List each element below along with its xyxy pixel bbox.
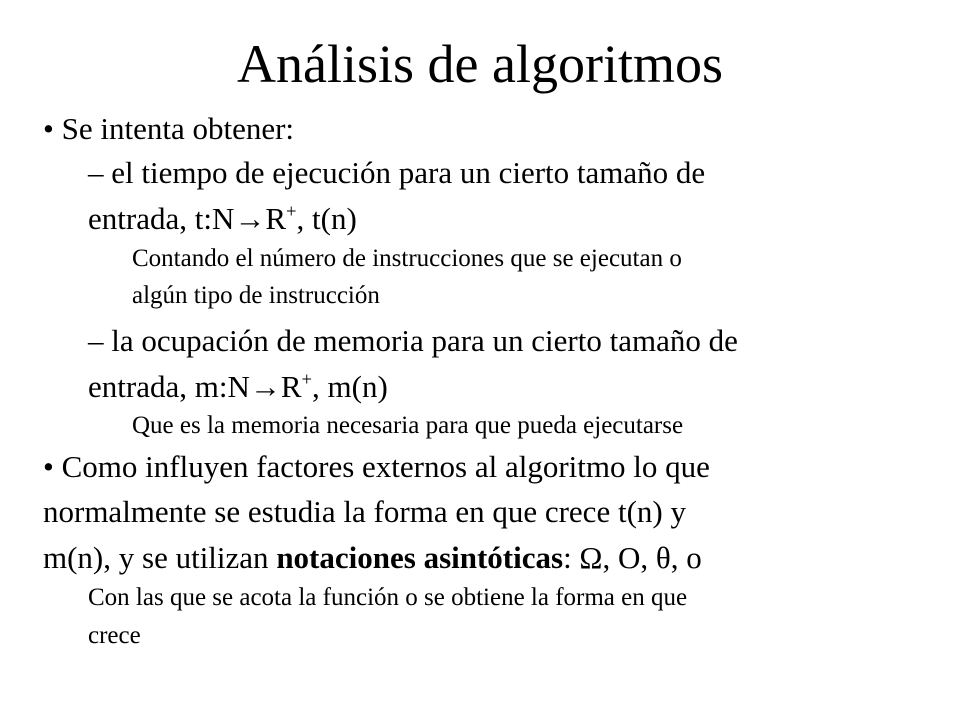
sub-bullet-1-line-2-tail: , t(n) <box>296 201 357 236</box>
sub-bullet-2-line-2-text: entrada, m:N→R <box>88 369 302 404</box>
superscript-plus: + <box>301 369 313 391</box>
sub-bullet-1-line-2-text: entrada, t:N→R <box>88 201 287 236</box>
superscript-plus: + <box>286 201 297 223</box>
bullet-2-bold-term: notaciones asintóticas <box>276 540 564 575</box>
sub-bullet-2-line-2-tail: , m(n) <box>312 369 388 404</box>
slide-title: Análisis de algoritmos <box>237 34 723 94</box>
bullet-2-notation-symbols: : Ω, Ο, θ, ο <box>563 540 702 575</box>
bullet-2-note-line-1: Con las que se acota la función o se obtiene la forma en que <box>88 584 688 611</box>
sub-bullet-1-line-2 <box>88 200 357 238</box>
bullet-2-line-2: normalmente se estudia la forma en que crece t(n) y <box>43 494 686 529</box>
bullet-1: • Se intenta obtener: <box>43 111 295 146</box>
sub-bullet-1-line-1: – el tiempo de ejecución para un cierto tamaño de <box>88 155 706 190</box>
sub-bullet-1-note-line-2: algún tipo de instrucción <box>132 282 380 309</box>
bullet-2-line-3-text: m(n), y se utilizan <box>43 540 277 575</box>
sub-bullet-1-note-line-1: Contando el número de instrucciones que se ejecutan o <box>132 245 682 272</box>
sub-bullet-2-line-1: – la ocupación de memoria para un cierto tamaño de <box>88 323 738 358</box>
bullet-2-note-line-2: crece <box>88 622 141 649</box>
bullet-2-line-1: • Como influyen factores externos al algoritmo lo que <box>43 449 710 484</box>
sub-bullet-2-line-2 <box>88 368 388 406</box>
sub-bullet-2-note: Que es la memoria necesaria para que pueda ejecutarse <box>132 412 684 439</box>
bullet-2-line-3 <box>43 539 702 577</box>
